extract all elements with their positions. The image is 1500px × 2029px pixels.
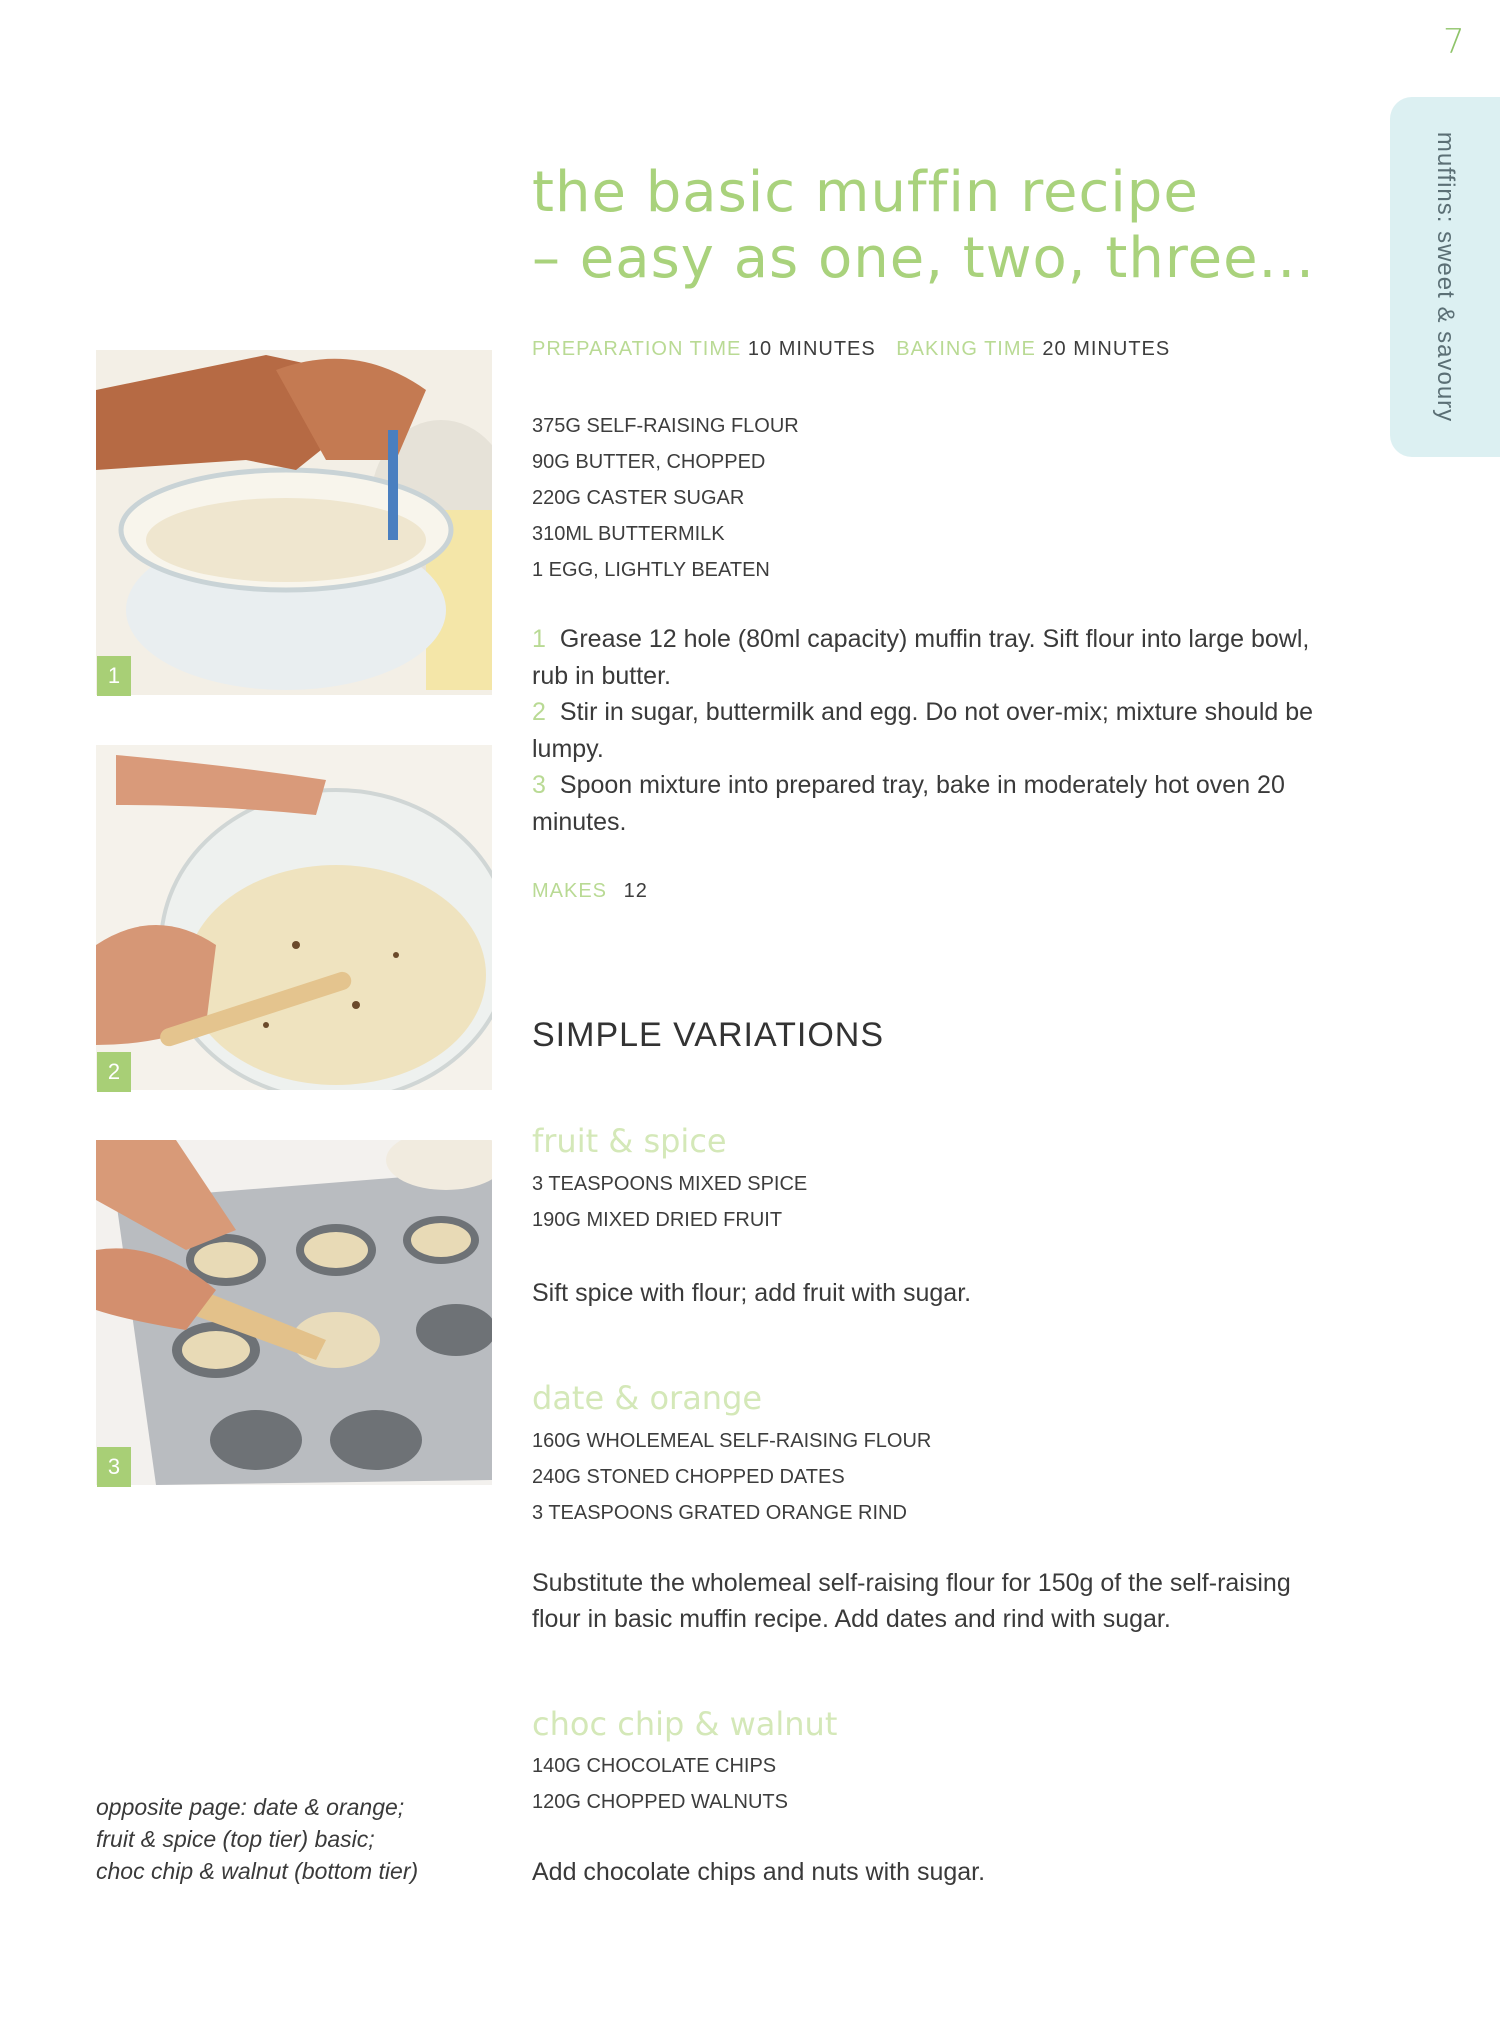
caption-line: fruit & spice (top tier) basic; (96, 1826, 375, 1852)
ingredient-item: 375G SELF-RAISING FLOUR (532, 415, 799, 437)
variation-title-choc-chip-walnut: choc chip & walnut (532, 1705, 838, 1743)
step-badge: 2 (97, 1052, 131, 1092)
makes-value: 12 (623, 880, 648, 902)
prep-time-label: PREPARATION TIME (532, 338, 742, 360)
step-number: 3 (532, 771, 546, 799)
step-2-photo (96, 745, 492, 1090)
method-steps (532, 621, 1332, 840)
variation-ingredients (532, 1748, 788, 1820)
caption-line: opposite page: date & orange; (96, 1794, 405, 1820)
step-1-photo (96, 350, 492, 695)
ingredient-item: 190G MIXED DRIED FRUIT (532, 1209, 783, 1231)
step-text: Stir in sugar, buttermilk and egg. Do not over-mix; mixture should be lumpy. (532, 698, 1314, 763)
caption-line: choc chip & walnut (bottom tier) (96, 1858, 419, 1884)
ingredient-item: 120G CHOPPED WALNUTS (532, 1791, 788, 1813)
method-step (532, 694, 1332, 767)
timing-info (532, 338, 1184, 361)
variation-description: Sift spice with flour; add fruit with sugar. (532, 1279, 972, 1307)
step-badge: 1 (97, 656, 131, 696)
variations-heading: SIMPLE VARIATIONS (532, 1016, 885, 1054)
section-tab-label: muffins: sweet & savoury (1432, 131, 1459, 423)
yield (532, 880, 648, 903)
page-number: 7 (1443, 22, 1465, 62)
step-3-photo-art (96, 1140, 492, 1485)
ingredient-item: 90G BUTTER, CHOPPED (532, 451, 766, 473)
step-text: Grease 12 hole (80ml capacity) muffin tray. Sift flour into large bowl, rub in butter. (532, 625, 1310, 690)
step-3-photo (96, 1140, 492, 1485)
method-step (532, 767, 1332, 840)
prep-time-value: 10 MINUTES (747, 338, 876, 360)
title-line-1: the basic muffin recipe (532, 160, 1199, 225)
makes-label: MAKES (532, 880, 608, 902)
ingredient-item: 140G CHOCOLATE CHIPS (532, 1755, 777, 1777)
variation-ingredients (532, 1166, 807, 1238)
photo-caption (96, 1791, 506, 1887)
section-tab (1390, 97, 1500, 457)
title-line-2: – easy as one, two, three... (532, 226, 1315, 291)
variation-title-fruit-spice: fruit & spice (532, 1122, 727, 1160)
ingredient-item: 3 TEASPOONS MIXED SPICE (532, 1173, 808, 1195)
bake-time-value: 20 MINUTES (1042, 338, 1171, 360)
step-2-photo-art (96, 745, 492, 1090)
variation-ingredients (532, 1423, 931, 1531)
variation-title-date-orange: date & orange (532, 1379, 763, 1417)
variation-description: Substitute the wholemeal self-raising flour for 150g of the self-raising flour in basic muffin recipe. Add dates and rind with sugar. (532, 1569, 1291, 1633)
ingredient-item: 1 EGG, LIGHTLY BEATEN (532, 559, 770, 581)
ingredient-item: 310ML BUTTERMILK (532, 523, 725, 545)
variation-description: Add chocolate chips and nuts with sugar. (532, 1858, 986, 1886)
step-text: Spoon mixture into prepared tray, bake in moderately hot oven 20 minutes. (532, 771, 1285, 836)
ingredient-item: 3 TEASPOONS GRATED ORANGE RIND (532, 1502, 907, 1524)
step-number: 1 (532, 625, 546, 653)
method-step (532, 621, 1332, 694)
ingredient-item: 160G WHOLEMEAL SELF-RAISING FLOUR (532, 1430, 932, 1452)
bake-time-label: BAKING TIME (896, 338, 1036, 360)
ingredient-item: 220G CASTER SUGAR (532, 487, 745, 509)
step-badge: 3 (97, 1447, 131, 1487)
recipe-title (532, 160, 1372, 292)
step-number: 2 (532, 698, 546, 726)
step-1-photo-art (96, 350, 492, 695)
ingredient-item: 240G STONED CHOPPED DATES (532, 1466, 845, 1488)
ingredient-list (532, 408, 799, 588)
